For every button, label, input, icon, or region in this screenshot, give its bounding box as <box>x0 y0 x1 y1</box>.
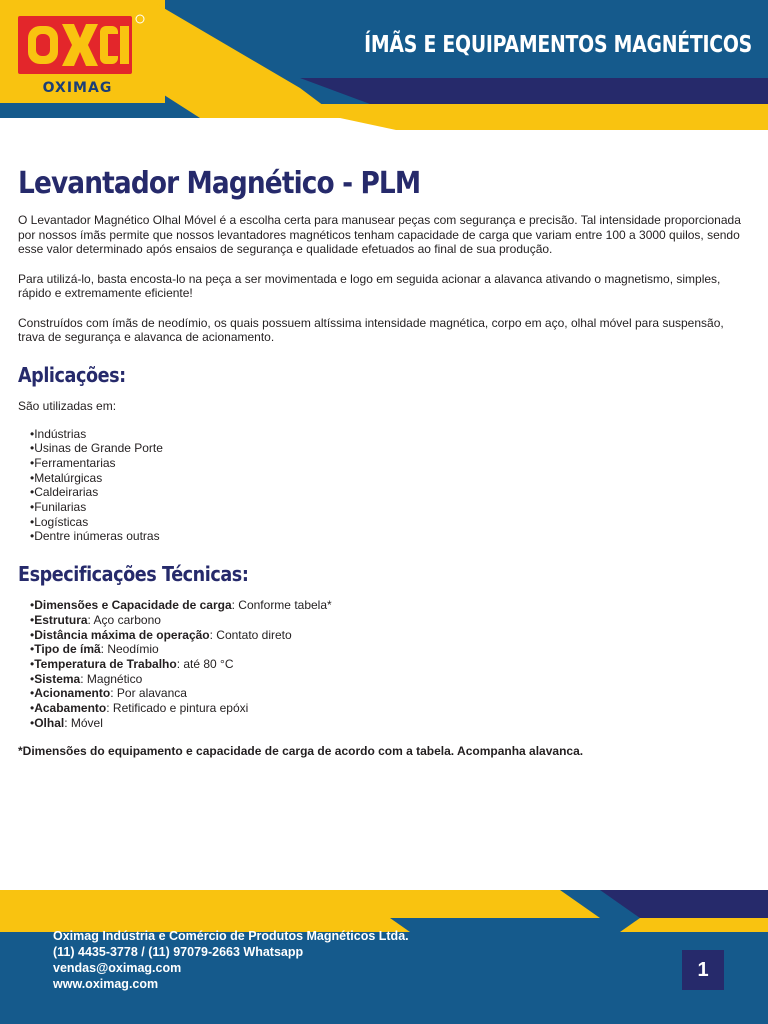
page-title: Levantador Magnético - PLM <box>18 166 421 201</box>
company-name: Oximag Indústria e Comércio de Produtos Magnéticos Ltda. <box>53 929 409 943</box>
list-item: • Dentre inúmeras outras <box>30 529 752 544</box>
intro-paragraph: O Levantador Magnético Olhal Móvel é a escolha certa para manusear peças com segurança e precisão. Tal intensidade proporcionada por nossos ímãs permite que nossos levantadores magnéticos tenham capacidade de carga que variam entre 100 a 3000 quilos, sendo esse valor determinado após ensaios de segurança e qualidade efetuados ao final de sua produção. <box>18 213 741 256</box>
list-item: • Logísticas <box>30 515 752 530</box>
usage-paragraph: Para utilizá-lo, basta encosta-lo na peça a ser movimentada e logo em seguida acionar a alavanca ativando o magnetismo, simples, rápido e extremamente eficiente! <box>18 271 721 300</box>
spec-value: : até 80 °C <box>176 656 234 671</box>
spec-value: : Por alavanca <box>110 686 187 701</box>
list-item: • Indústrias <box>30 427 752 442</box>
list-item: • Caldeirarias <box>30 485 752 500</box>
applications-list <box>18 427 752 545</box>
footer-contact <box>53 928 409 992</box>
spec-value: : Retificado e pintura epóxi <box>106 701 249 716</box>
spec-item <box>30 628 752 643</box>
spec-value: : Móvel <box>64 715 103 730</box>
page-header <box>0 0 768 150</box>
construction-paragraph: Construídos com ímãs de neodímio, os quais possuem altíssima intensidade magnética, corpo em aço, olhal móvel para suspensão, trava de segurança e alavanca de acionamento. <box>18 315 724 344</box>
specs-footnote: *Dimensões do equipamento e capacidade de carga de acordo com a tabela. Acompanha alavanca. <box>18 744 584 759</box>
specs-list <box>18 598 752 730</box>
spec-item <box>30 657 752 672</box>
list-item: • Metalúrgicas <box>30 471 752 486</box>
header-title: ÍMÃS E EQUIPAMENTOS MAGNÉTICOS <box>364 32 752 58</box>
spec-item <box>30 701 752 716</box>
spec-name: Estrutura <box>34 612 88 627</box>
email-address: vendas@oximag.com <box>53 961 182 975</box>
spec-value: : Magnético <box>80 671 143 686</box>
main-content <box>18 160 752 770</box>
specs-heading: Especificações Técnicas: <box>18 562 249 587</box>
spec-name: Acionamento <box>34 686 111 701</box>
spec-item <box>30 598 752 613</box>
spec-value: : Conforme tabela* <box>231 598 332 613</box>
spec-item <box>30 672 752 687</box>
spec-item <box>30 716 752 731</box>
spec-item <box>30 686 752 701</box>
logo-wordmark: OXIMAG <box>42 80 113 96</box>
spec-item <box>30 642 752 657</box>
spec-name: Distância máxima de operação <box>34 627 210 642</box>
page-footer <box>0 890 768 1024</box>
spec-name: Tipo de ímã <box>34 642 101 657</box>
spec-value: : Neodímio <box>100 642 159 657</box>
spec-value: : Aço carbono <box>87 612 161 627</box>
applications-heading: Aplicações: <box>18 362 126 387</box>
spec-name: Sistema <box>34 671 81 686</box>
applications-intro: São utilizadas em: <box>18 398 117 413</box>
list-item: • Ferramentarias <box>30 456 752 471</box>
list-item: • Funilarias <box>30 500 752 515</box>
website-url: www.oximag.com <box>53 977 159 991</box>
spec-item <box>30 613 752 628</box>
phone-numbers: (11) 4435-3778 / (11) 97079-2663 Whatsapp <box>53 945 304 959</box>
spec-name: Dimensões e Capacidade de carga <box>34 598 232 613</box>
spec-name: Olhal <box>34 715 65 730</box>
list-item: • Usinas de Grande Porte <box>30 441 752 456</box>
spec-name: Acabamento <box>34 701 107 716</box>
logo-mark-icon <box>16 12 146 82</box>
spec-value: : Contato direto <box>209 627 292 642</box>
page-number: 1 <box>682 950 724 990</box>
spec-name: Temperatura de Trabalho <box>34 656 177 671</box>
